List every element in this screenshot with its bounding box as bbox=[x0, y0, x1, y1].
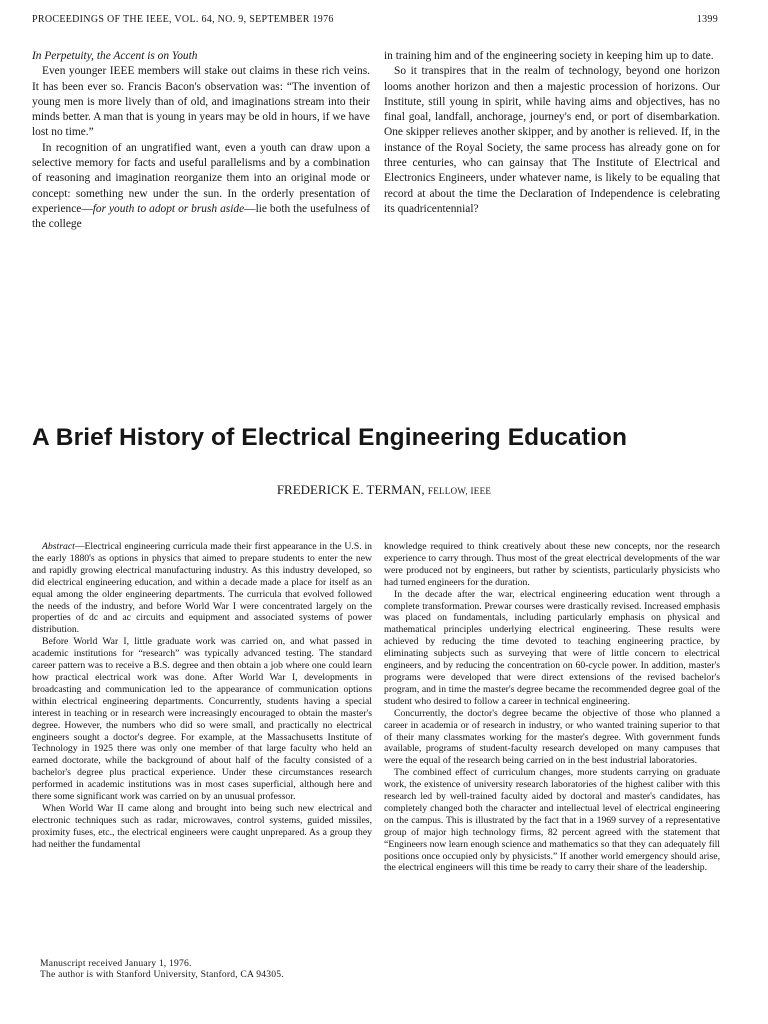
abstract bbox=[32, 541, 372, 636]
page-number: 1399 bbox=[696, 14, 718, 25]
article-paragraph: When World War II came along and brought into being such new electrical and electronic techniques such as radar, microwaves, control systems, guided missiles, proximity fuses, etc., the electrical engineers were caught unprepared. As a group they had neither the fundamental bbox=[32, 802, 372, 850]
abstract-text: —Electrical engineering curricula made their first appearance in the U.S. in the early 1880's as options in physics that aimed to prepare students to enter the new and rapidly growing electrical manufacturing industry. As this industry developed, so did electrical engineering education, and within a decade made a place for itself as an equal among the older engineering departments. The curricula that evolved followed the needs of the industry, and before World War I were concentrated largely on the properties of dc and ac circuits and equipment and associated systems of power distribution. bbox=[32, 541, 372, 636]
essay-column-left bbox=[32, 49, 370, 233]
article-paragraph: Concurrently, the doctor's degree became the objective of those who planned a career in academia or of research in industry, or who wanted training superior to that of their many classmates working for the master's degree. With government funds available, programs of student-faculty research developed on many campuses that were the equal of the research being carried on in the best industrial laboratories. bbox=[384, 707, 720, 767]
article-paragraph: Before World War I, little graduate work was carried on, and what passed in academic institutions for “research” was typically advanced testing. The standard career pattern was to receive a B.S. degree and then obtain a job where one could learn how practical electrical work was done. After World War I, developments in broadcasting and communication led to the appearance of communication options within electrical engineering departments. Concurrently, students having a special interest in teaching or in research were increasingly encouraged to obtain the master's degree. However, the numbers who did so were small, and practically no electrical engineers sought a doctor's degree. For example, at the Massachusetts Institute of Technology in 1925 there was only one member of that large faculty who held an earned doctorate, while the background of about half of the faculty consisted of a bachelor's degree plus practical experience. Under these circumstances research performed in academic institutions was in most cases superficial, although here and there some significant work was carried on by an unusual professor. bbox=[32, 636, 372, 803]
journal-citation: PROCEEDINGS OF THE IEEE, VOL. 64, NO. 9, SEPTEMBER 1976 bbox=[32, 14, 334, 25]
essay-paragraph-text: In recognition of an ungratified want, even a youth can draw upon a selective memory for facts and useful parallelisms and by a combination of reasoning and imagination reorganize them into an original mode or concept: something new under the sun. In the orderly presentation of experience— bbox=[32, 141, 370, 215]
article-column-right bbox=[384, 541, 720, 874]
abstract-label: Abstract bbox=[42, 541, 75, 552]
article-title: A Brief History of Electrical Engineering Education bbox=[32, 424, 628, 451]
essay-italic-phrase: for youth to adopt or brush aside bbox=[92, 202, 245, 215]
essay-paragraph bbox=[32, 141, 370, 233]
article-paragraph: The combined effect of curriculum changes, more students carrying on graduate work, the existence of university research laboratories of the highest caliber with this research led by well-trained faculty aided by doctoral and master's candidates, has completely changed both the character and intellectual level of electrical engineering on the campus. This is illustrated by the fact that in a 1969 survey of a representative group of major high technology firms, 82 percent agreed with the statement that “Engineers now learn enough science and mathematics so that they can adequately fill positions once occupied only by physicists.” If another world emergency should arise, the electrical engineers will this time be ready to carry their share of the leadership. bbox=[384, 767, 720, 874]
article-paragraph: In the decade after the war, electrical engineering education went through a complete transformation. Prewar courses were drastically revised. Increased emphasis was placed on fundamentals, including particularly emphasis on physical and mathematical principles underlying electrical engineering. These results were achieved by reducing the time devoted to teaching engineering practice, by eliminating subjects such as surveying that were of little concern to electrical engineers, and by reducing the concentration on 60-cycle power. In addition, master's programs were developed that were direct extensions of the revised bachelor's program, and in time the master's degree became the recommended degree goal of the student who desired to follow a career in technical engineering. bbox=[384, 588, 720, 707]
essay-column-right bbox=[384, 49, 720, 217]
footnote bbox=[40, 958, 370, 981]
author-affiliation: The author is with Stanford University, Stanford, CA 94305. bbox=[40, 969, 284, 981]
article-column-left bbox=[32, 541, 372, 851]
author-name: FREDERICK E. TERMAN, bbox=[276, 482, 425, 497]
byline bbox=[0, 482, 768, 498]
author-grade: FELLOW, IEEE bbox=[427, 486, 492, 496]
essay-paragraph-tail: —lie both the usefulness of the college bbox=[32, 202, 370, 231]
essay-section-heading: In Perpetuity, the Accent is on Youth bbox=[32, 50, 198, 62]
essay-paragraph: in training him and of the engineering society in keeping him up to date. bbox=[384, 50, 714, 62]
manuscript-received: Manuscript received January 1, 1976. bbox=[40, 958, 192, 969]
running-head bbox=[32, 14, 718, 25]
essay-paragraph: So it transpires that in the realm of technology, beyond one horizon looms another horizon and then a majestic procession of horizons. Our Institute, still young in spirit, while having aims and objectives, has no final goal, landfall, anchorage, journey's end, or port of disembarkation. One skipper relieves another skipper, and by another is relieved. If, in the instance of the Royal Society, the same process has already gone on for three centuries, who can gainsay that The Institute of Electrical and Electronics Engineers, under whatever name, is likely to be equaling that record at about the time the Declaration of Independence is celebrating its quadricentennial? bbox=[384, 65, 720, 215]
essay-paragraph: Even younger IEEE members will stake out claims in these rich veins. It has been ever so. Francis Bacon's observation was: “The invention of young men is more lively than of old, and imaginations stream into their minds better. A man that is young in years may be old in hours, if we have lost no time.” bbox=[32, 65, 370, 139]
article-paragraph: knowledge required to think creatively about these new concepts, nor the research experience to carry through. Thus most of the great electrical developments of the war were produced not by engineers, but rather by scientists, particularly physicists who had turned engineers for the duration. bbox=[384, 541, 720, 588]
